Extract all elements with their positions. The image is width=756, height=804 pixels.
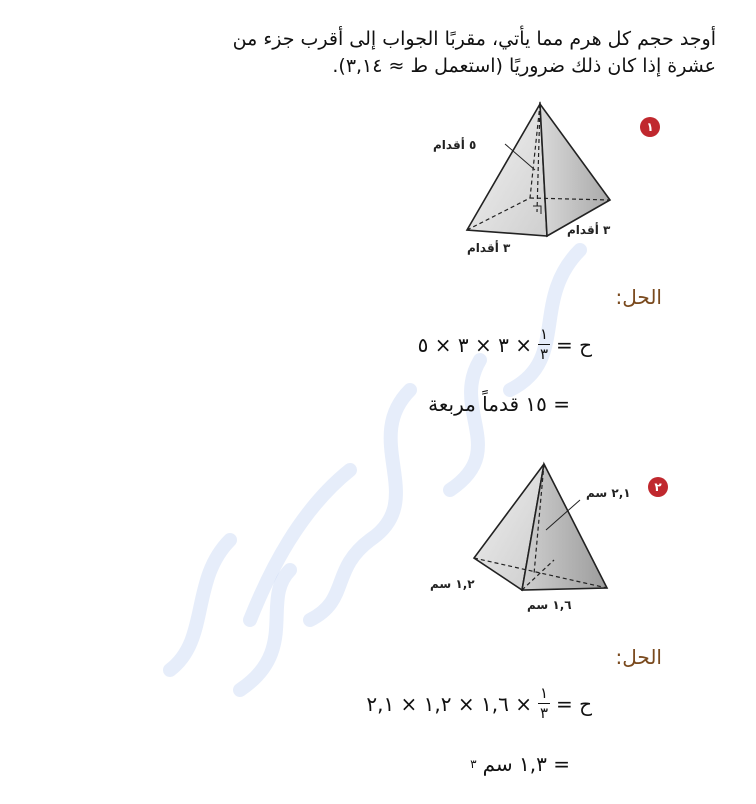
fraction-denominator: ٣ bbox=[539, 704, 548, 722]
problem-2-solution-label: الحل: bbox=[615, 645, 662, 669]
problem-2-badge: ٢ bbox=[648, 477, 668, 497]
pyramid-2-height-label: ٢,١ سم bbox=[586, 486, 631, 500]
problem-1-equation-2: = ١٥ قدماً مربعة bbox=[428, 392, 570, 416]
cubic-exponent: ٣ bbox=[470, 757, 477, 771]
problem-1-solution-label: الحل: bbox=[615, 285, 662, 309]
multiplication-terms: × ٣ × ٣ × ٥ bbox=[417, 332, 532, 357]
one-third-fraction bbox=[538, 327, 550, 362]
problem-2-equation-1 bbox=[366, 686, 592, 721]
fraction-denominator: ٣ bbox=[539, 345, 548, 363]
problem-2-equation-2 bbox=[470, 752, 570, 776]
pyramid-2-base-label: ١,٦ سم bbox=[527, 598, 572, 612]
question-line-1: أوجد حجم كل هرم مما يأتي، مقربًا الجواب إلى أقرب جزء من bbox=[232, 28, 716, 50]
question-text bbox=[76, 26, 716, 80]
fraction-numerator: ١ bbox=[539, 325, 548, 343]
result-text: = ١,٣ سم bbox=[482, 752, 570, 776]
pyramid-1-base-label: ٣ أقدام bbox=[467, 241, 511, 255]
fraction-numerator: ١ bbox=[539, 684, 548, 702]
problem-1-equation-1 bbox=[418, 327, 592, 362]
question-line-2: عشرة إذا كان ذلك ضروريًا (استعمل ط ≈ ٣,١٤). bbox=[332, 55, 716, 77]
pyramid-2-side-label: ١,٢ سم bbox=[430, 577, 475, 591]
volume-symbol: ح = bbox=[555, 332, 592, 357]
problem-1-badge: ١ bbox=[640, 117, 660, 137]
volume-symbol: ح = bbox=[555, 691, 592, 716]
pyramid-2-figure bbox=[470, 460, 612, 595]
pyramid-1-height-label: ٥ أقدام bbox=[433, 138, 477, 152]
one-third-fraction bbox=[538, 686, 550, 721]
pyramid-1-side-label: ٣ أقدام bbox=[567, 223, 611, 237]
multiplication-terms: × ١,٦ × ١,٢ × ٢,١ bbox=[366, 691, 532, 716]
